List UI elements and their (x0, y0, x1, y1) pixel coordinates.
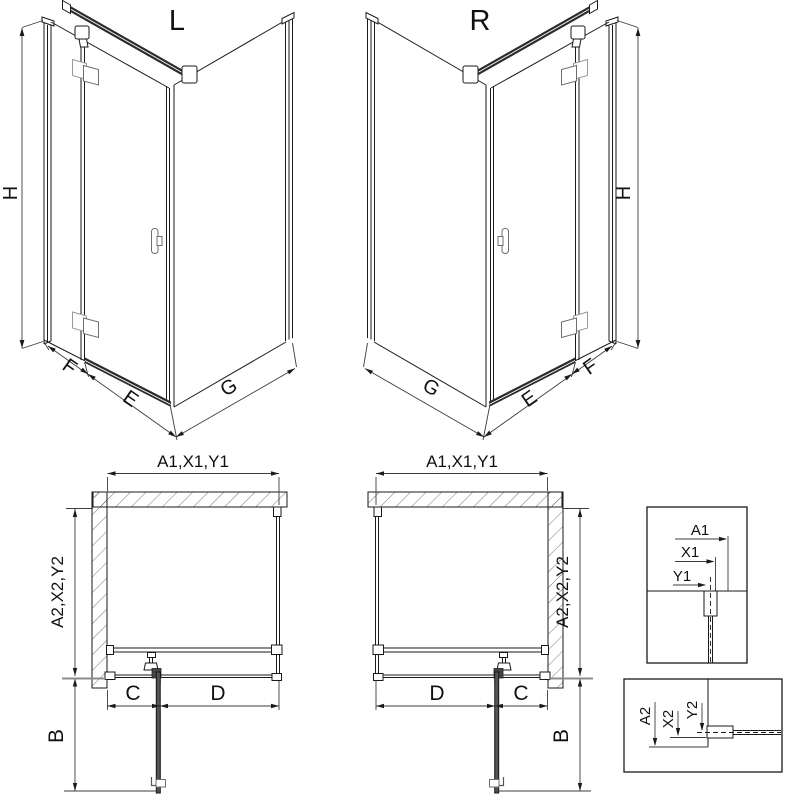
plan-view-right (368, 452, 593, 793)
dim-label-h-right: H (613, 185, 635, 201)
detail-top-ref-y: Y1 (672, 568, 692, 585)
plan-right-dim-d: D (429, 682, 445, 705)
plan-left-depth-refs: A2,X2,Y2 (48, 556, 67, 628)
plan-right-width-refs: A1,X1,Y1 (426, 452, 498, 471)
plan-right-depth-refs: A2,X2,Y2 (553, 556, 572, 628)
detail-bottom-profile (697, 726, 781, 738)
iso-view-left (0, 1, 297, 441)
dim-label-g-left: G (216, 374, 242, 402)
plan-left-width-refs: A1,X1,Y1 (157, 452, 229, 471)
detail-bottom-ref-x: X2 (660, 709, 677, 729)
detail-box-top (647, 507, 747, 663)
dim-label-g-right: G (418, 374, 444, 402)
view-label-left: L (168, 5, 186, 37)
detail-top-ref-a: A1 (690, 522, 710, 539)
plan-right-dim-b: B (550, 728, 573, 744)
dim-label-f-left: F (58, 354, 81, 380)
plan-left-dim-c: C (125, 682, 141, 705)
detail-bottom-ref-a: A2 (637, 706, 654, 726)
plan-left-dim-b: B (45, 728, 68, 744)
wall-hatch-side-left (92, 492, 107, 688)
plan-left-dim-d: D (210, 682, 226, 705)
plan-view-left (45, 452, 287, 793)
plan-right-dim-c: C (513, 682, 529, 705)
detail-top-ref-x: X1 (680, 544, 700, 561)
dim-label-h-left: H (0, 185, 22, 201)
wall-hatch-top-left (93, 492, 287, 507)
dim-label-e-left: E (118, 386, 143, 412)
detail-box-bottom (624, 679, 782, 772)
iso-view-right (364, 1, 641, 441)
wall-hatch-top-right (368, 492, 562, 507)
view-label-right: R (469, 5, 491, 37)
dim-label-f-right: F (579, 354, 602, 380)
detail-bottom-ref-y: Y2 (684, 700, 701, 720)
dim-label-e-right: E (517, 386, 542, 412)
